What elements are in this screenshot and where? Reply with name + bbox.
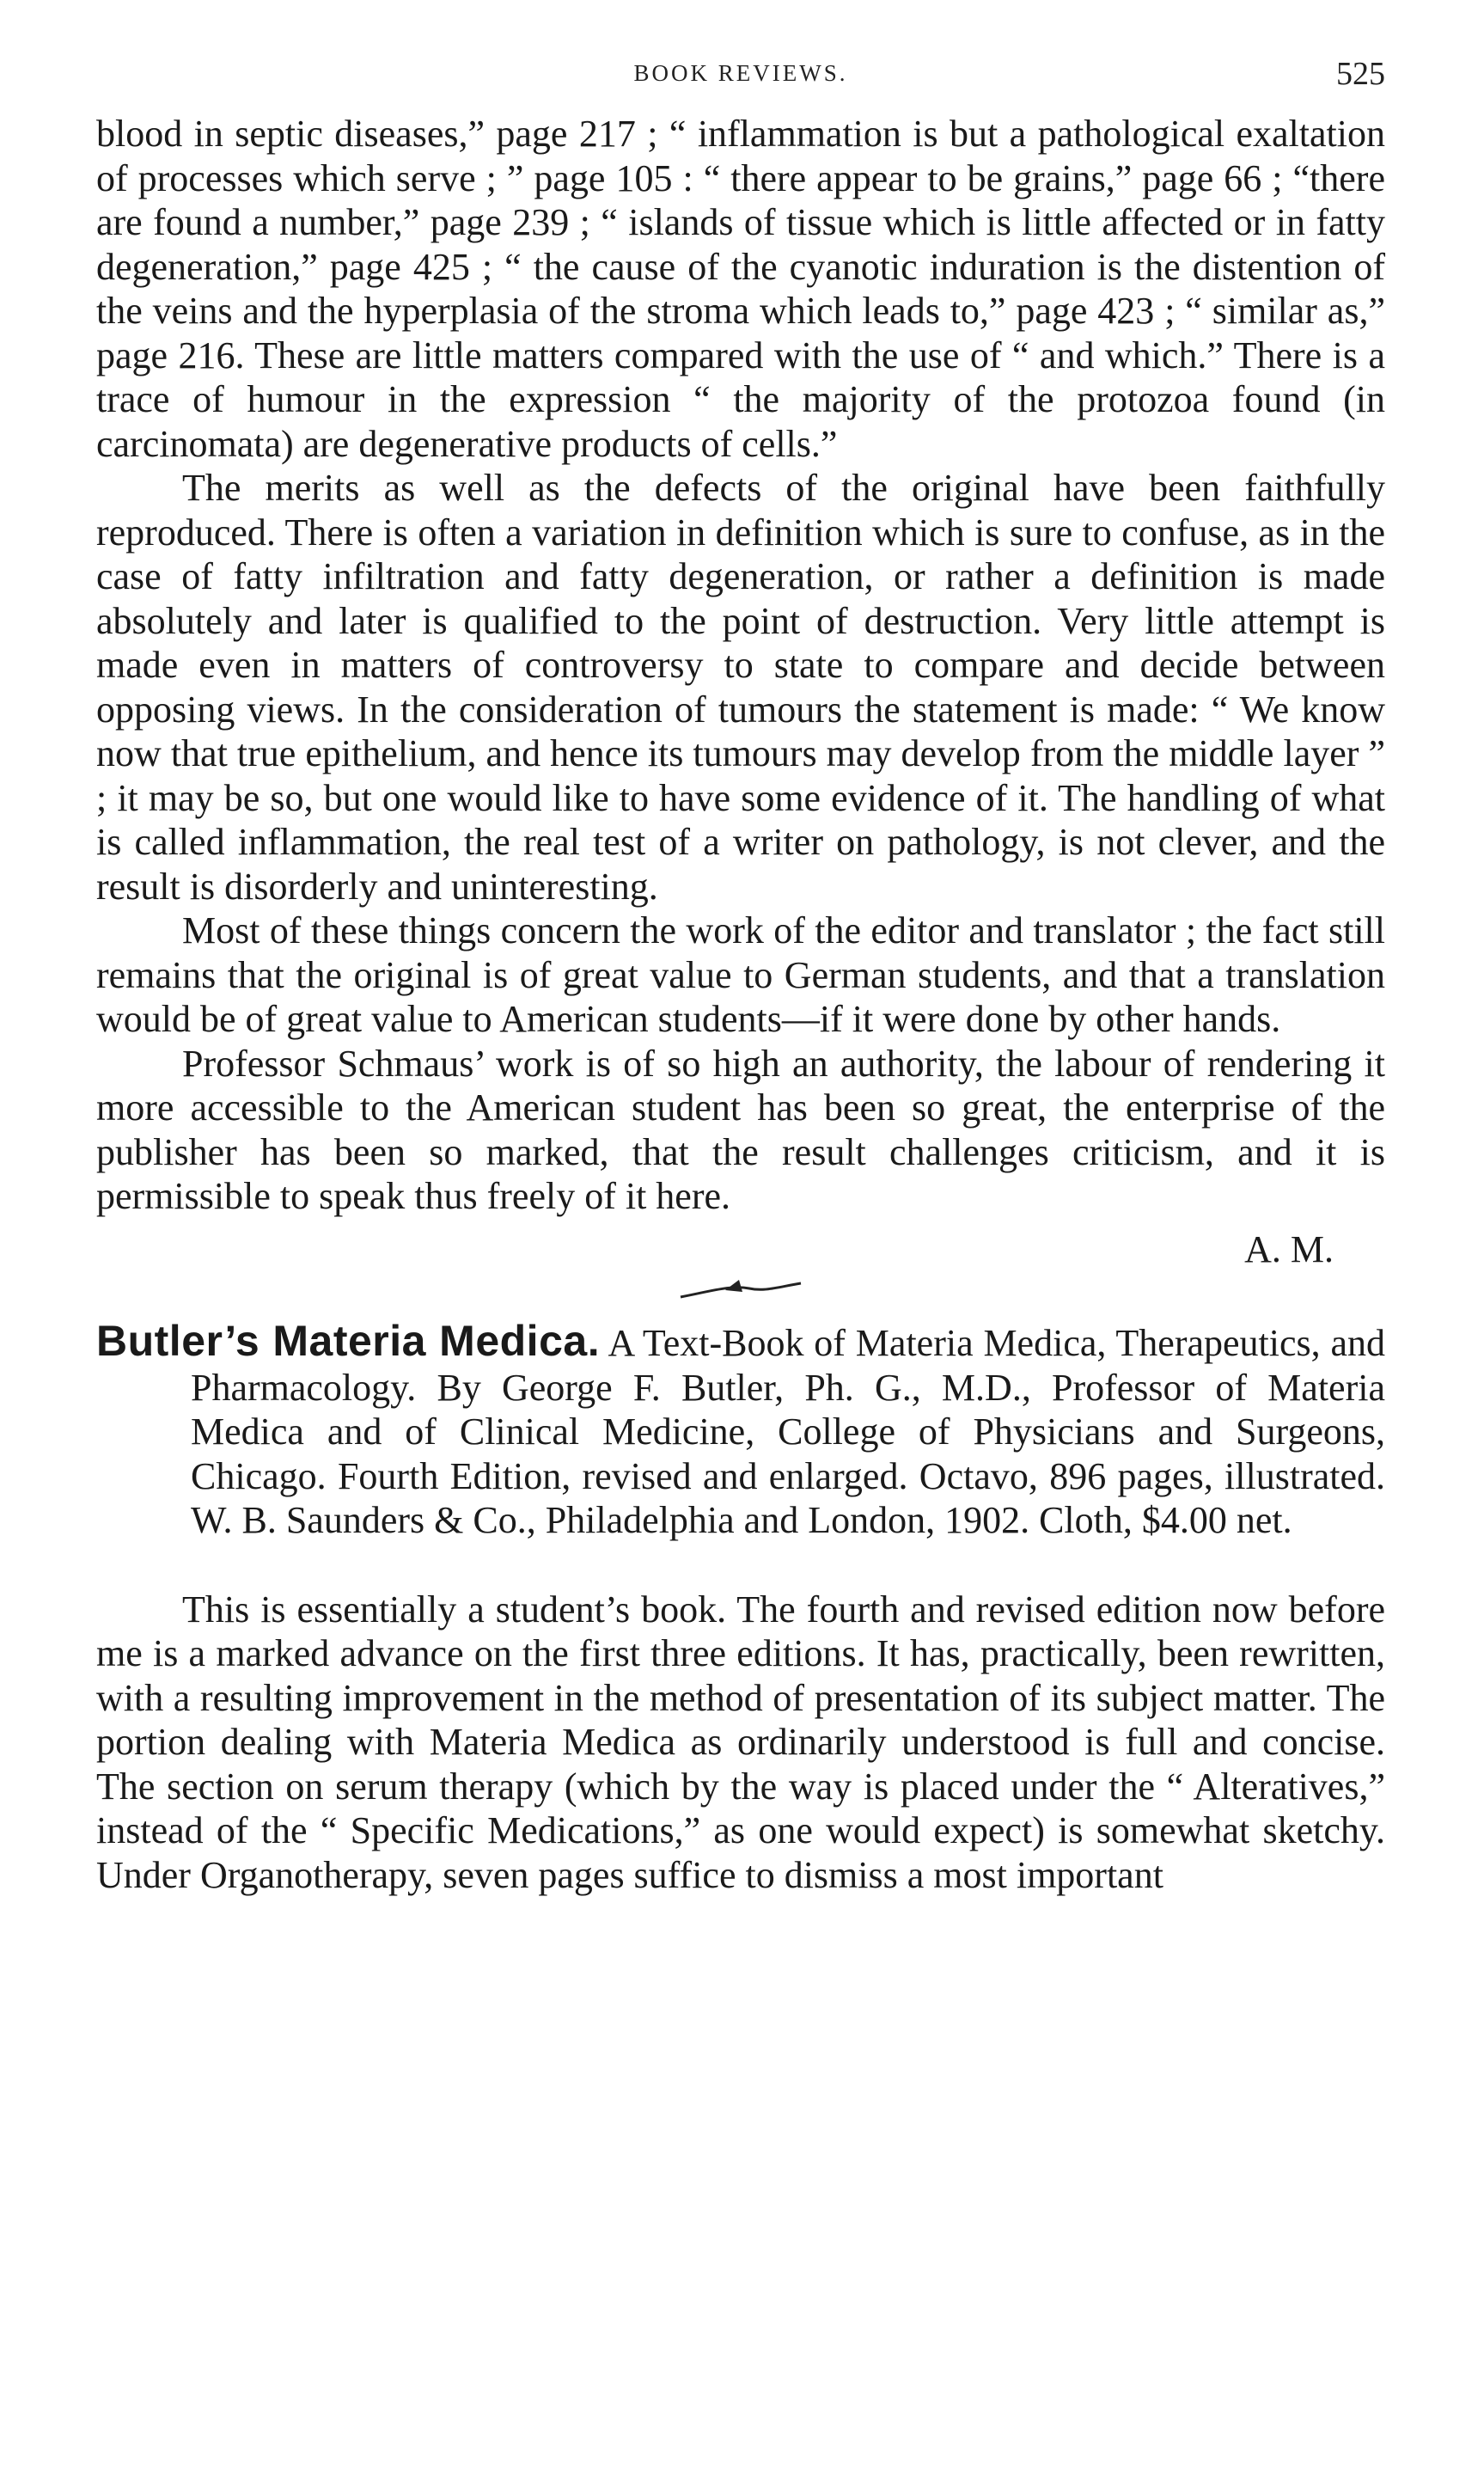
- review-one: [96, 112, 1385, 1271]
- page-number: 525: [1336, 56, 1385, 92]
- review-one-paragraph-3: Most of these things concern the work of the editor and translator ; the fact still remains that the original is of great value to German students, and that a translation would be of great value to American students—if it were done by other hands.: [96, 909, 1385, 1040]
- spacer: [96, 1543, 1385, 1588]
- review-one-paragraph-1: blood in septic diseases,” page 217 ; “ inflammation is but a pathological exaltation of processes which serve ; ” page 105 : “ there appear to be grains,” page 66 ; “there are found a number,” page 239 ; “ islands of tissue which is little affected or in fatty degeneration,” page 425 ; “ the cause of the cyanotic induration is the distention of the veins and the hyperplasia of the stroma which leads to,” page 423 ; “ similar as,” page 216. These are little matters compared with the use of “ and which.” There is a trace of humour in the expression “ the majority of the protozoa found (in carcinomata) are degenerative products of cells.”: [96, 113, 1385, 465]
- running-title: BOOK REVIEWS.: [633, 60, 848, 86]
- review-one-paragraph-4: Professor Schmaus’ work is of so high an authority, the labour of rendering it more accessible to the American student has been so great, the enterprise of the publisher has been so marked, that the result challenges criticism, and it is permissible to speak thus freely of it here.: [96, 1042, 1385, 1217]
- review-one-paragraph-2: The merits as well as the defects of the original have been faithfully reproduced. There is often a variation in definition which is sure to confuse, as in the case of fatty infiltration and fatty degeneration, or rather a definition is made absolutely and later is qualified to the point of destruction. Very little attempt is made even in matters of controversy to state to compare and decide between opposing views. In the consideration of tumours the statement is made: “ We know now that true epithelium, and hence its tumours may develop from the middle layer ” ; it may be so, but one would like to have some evidence of it. The handling of what is called inflammation, the real test of a writer on pathology, is not clever, and the result is disorderly and uninteresting.: [96, 467, 1385, 908]
- section-divider-ornament: [663, 1271, 818, 1309]
- review-two-heading: [96, 1319, 1385, 1543]
- running-head: [96, 52, 1385, 112]
- review-two-title: Butler’s Materia Medica.: [96, 1317, 601, 1365]
- book-page: [96, 52, 1385, 1897]
- reviewer-signature: A. M.: [1244, 1227, 1334, 1270]
- review-two-paragraph-1: This is essentially a student’s book. The fourth and revised edition now before me is a marked advance on the first three editions. It has, practically, been rewritten, with a resulting improvement in the method of presentation of its subject matter. The portion dealing with Materia Medica as ordinarily understood is full and concise. The section on serum therapy (which by the way is placed under the “ Alteratives,” instead of the “ Specific Medications,” as one would expect) is somewhat sketchy. Under Organotherapy, seven pages suffice to dismiss a most important: [96, 1588, 1385, 1896]
- review-two: [96, 1319, 1385, 1897]
- review-two-citation: A Text-Book of Materia Medica, Therapeutics, and Pharmacology. By George F. Butler, Ph. G., M.D., Professor of Materia Medica and of Clinical Medicine, College of Physicians and Surgeons, Chicago. Fourth Edition, revised and enlarged. Octavo, 896 pages, illustrated. W. B. Saunders & Co., Philadelphia and London, 1902. Cloth, $4.00 net.: [191, 1322, 1386, 1541]
